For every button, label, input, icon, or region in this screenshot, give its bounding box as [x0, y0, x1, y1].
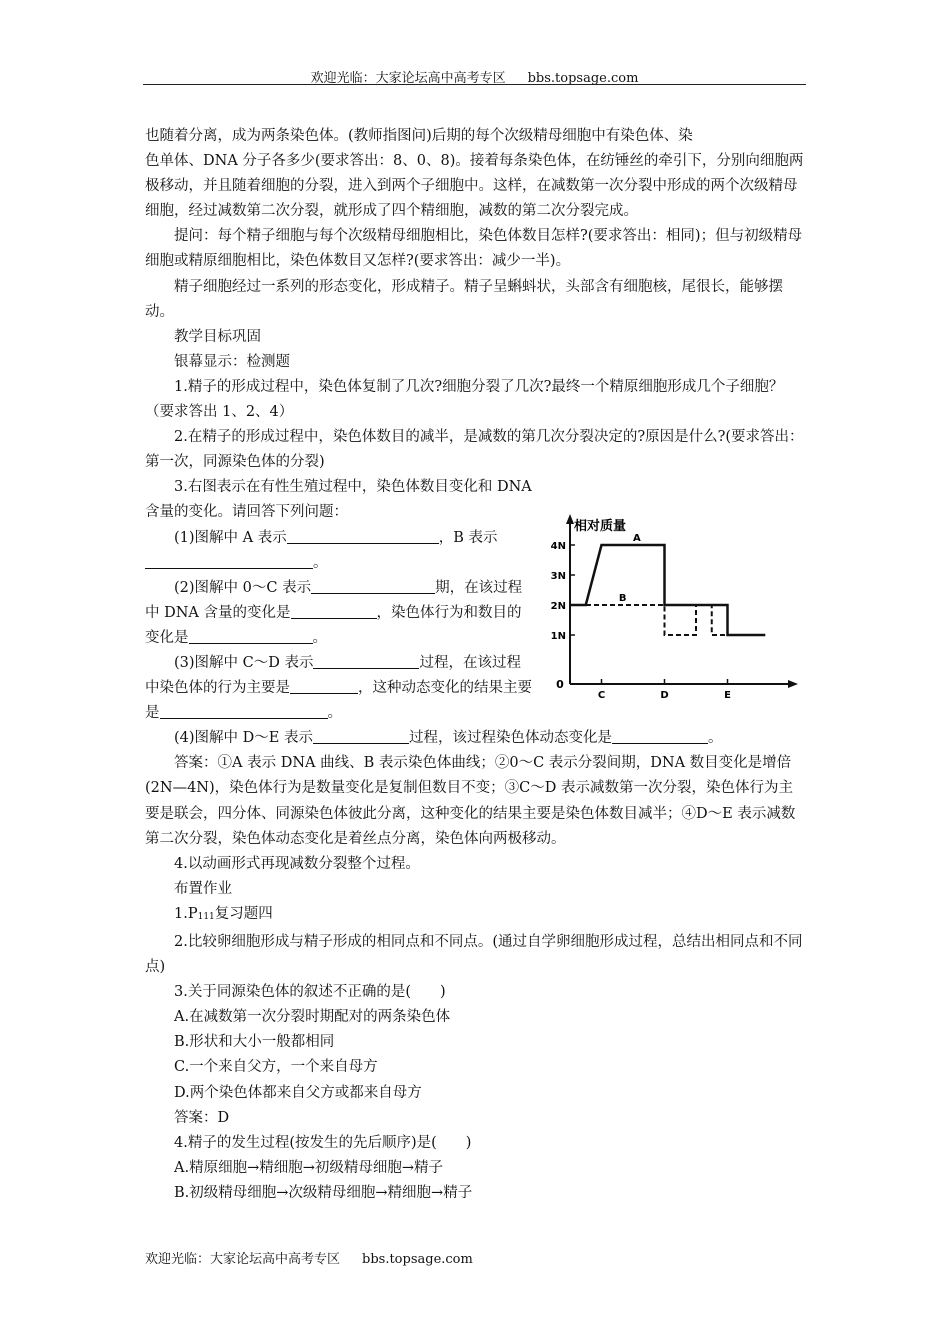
footer-url[interactable]: bbs.topsage.com	[362, 1252, 473, 1267]
q3-1-text-b: ，B 表示	[438, 529, 498, 546]
para-3: 精子细胞经过一系列的形态变化，形成精子。精子呈蝌蚪状，头部含有细胞核，尾很长，能够摆动。	[145, 278, 783, 320]
question-3-3	[145, 651, 533, 726]
y-axis-label: 相对质量	[574, 519, 627, 534]
homework-2: 2.比较卵细胞形成与精子形成的相同点和不同点。(通过自学卵细胞形成过程，总结出相同点和不同点)	[145, 934, 803, 976]
screen-display: 银幕显示：检测题	[174, 353, 290, 370]
hw1-text-a: 1.P	[174, 905, 198, 922]
homework-3: 3.关于同源染色体的叙述不正确的是( )	[174, 984, 446, 1001]
series-b-line	[570, 605, 765, 635]
hw1-subscript: 111	[197, 911, 215, 922]
x-axis-arrow	[788, 680, 798, 688]
question-3-2	[145, 576, 533, 651]
footer-site: 欢迎光临：大家论坛高中高考专区	[145, 1252, 341, 1267]
x-ticks	[598, 679, 731, 701]
homework-3-option-d: D.两个染色体都来自父方或都来自母方	[174, 1084, 422, 1101]
x-tick-label: D	[660, 690, 669, 701]
q3-2-text-a: (2)图解中 0～C 表示	[174, 579, 312, 596]
header-url[interactable]: bbs.topsage.com	[527, 71, 639, 86]
homework-heading: 布置作业	[174, 880, 232, 897]
homework-3-option-a: A.在减数第一次分裂时期配对的两条染色体	[174, 1009, 451, 1026]
q3-3-text-b: 过程，在该过程中染色体的行为主要是	[145, 654, 521, 697]
q3-3-text-a: (3)图解中 C～D 表示	[174, 654, 314, 671]
q3-3-text-c: ，这种动态变化的结果主要是	[145, 680, 532, 722]
series-label: B	[618, 593, 627, 604]
question-3: 3.右图表示在有性生殖过程中，染色体数目变化和 DNA 含量的变化。请回答下列问题：	[145, 479, 532, 521]
q3-1-text-a: (1)图解中 A 表示	[174, 529, 287, 546]
y-tick-label: 1N	[550, 631, 566, 642]
y-tick-label: 2N	[550, 601, 566, 612]
homework-4-option-a: A.精原细胞→精细胞→初级精母细胞→精子	[174, 1159, 444, 1176]
series-label: A	[633, 533, 641, 544]
dna-chromosome-chart	[548, 512, 800, 702]
para-2: 提问：每个精子细胞与每个次级精母细胞相比，染色体数目怎样?(要求答出：相同)；但与初级精母细胞或精原细胞相比，染色体数目又怎样?(要求答出：减少一半)。	[145, 228, 803, 270]
x-tick-label: E	[724, 690, 731, 701]
answer-blank[interactable]	[291, 603, 377, 619]
homework-4: 4.精子的发生过程(按发生的先后顺序)是( )	[174, 1134, 472, 1151]
header-site: 欢迎光临：大家论坛高中高考专区	[310, 71, 506, 86]
origin-label: 0	[556, 678, 564, 691]
q3-4-text-a: (4)图解中 D～E 表示	[174, 730, 313, 747]
answer-blank[interactable]	[145, 553, 313, 569]
series-a-line	[570, 545, 765, 635]
q3-2-text-c: ，染色体行为和数目的变化是	[145, 604, 522, 646]
x-tick-label: C	[597, 690, 606, 701]
answer-blank[interactable]	[313, 653, 419, 669]
answer-blank[interactable]	[311, 578, 435, 594]
homework-3-option-b: B.形状和大小一般都相同	[174, 1034, 335, 1051]
q3-2-text-b: 期，在该过程中 DNA 含量的变化是	[145, 579, 523, 621]
y-tick-label: 3N	[550, 571, 566, 582]
homework-3-answer: 答案：D	[174, 1109, 230, 1126]
answer-blank[interactable]	[612, 728, 708, 744]
section-heading: 教学目标巩固	[174, 328, 261, 345]
question-2: 2.在精子的形成过程中，染色体数目的减半，是减数的第几次分裂决定的?原因是什么?(要求答出：第一次，同源染色体的分裂)	[145, 429, 804, 471]
question-3-4	[145, 726, 807, 751]
para-1b: 色单体、DNA 分子各多少(要求答出：8、0、8)。接着每条染色体，在纺锤丝的牵引下，分别向细胞两极移动，并且随着细胞的分裂，进入到两个子细胞中。这样，在减数第一次分裂中形成的两个次级精母细胞，经过减数第二次分裂，就形成了四个精细胞，减数的第二次分裂完成。	[145, 153, 804, 220]
q3-4-text-b: 过程，该过程染色体动态变化是	[408, 730, 612, 747]
answer-blank[interactable]	[313, 728, 409, 744]
header-rule	[143, 84, 806, 85]
homework-4-option-b: B.初级精母细胞→次级精母细胞→精细胞→精子	[174, 1184, 473, 1201]
answer-blank[interactable]	[287, 528, 439, 544]
question-1: 1.精子的形成过程中，染色体复制了几次?细胞分裂了几次?最终一个精原细胞形成几个子细胞？（要求答出 1、2、4）	[145, 378, 784, 421]
hw1-text-b: 复习题四	[214, 905, 273, 922]
question-3-1	[145, 526, 533, 576]
series-lines	[570, 533, 765, 635]
axes	[566, 514, 798, 688]
y-tick-label: 4N	[550, 541, 566, 552]
homework-3-option-c: C.一个来自父方，一个来自母方	[174, 1059, 378, 1076]
page-footer	[145, 1248, 473, 1267]
q3-1-text-c: 。	[313, 554, 328, 571]
answer-blank[interactable]	[290, 678, 358, 694]
para-1a: 也随着分离，成为两条染色体。(教师指图问)后期的每个次级精母细胞中有染色体、染	[145, 128, 693, 144]
question-4: 4.以动画形式再现减数分裂整个过程。	[174, 855, 420, 872]
answer-3: 答案：①A 表示 DNA 曲线、B 表示染色体曲线；②0～C 表示分裂间期，DNA 数目变化是增倍(2N—4N)，染色体行为是数量变化是复制但数目不变；③C～D 表示减数第一次分裂，染色体行为主要是联会，四分体、同源染色体彼此分离，这种变化的结果主要是染色体数目减半；④D～E 表示减数第二次分裂，染色体动态变化是着丝点分离，染色体向两极移动。	[145, 755, 796, 847]
answer-blank[interactable]	[160, 703, 328, 719]
question-3-block	[145, 475, 533, 726]
y-ticks	[551, 541, 575, 642]
q3-3-text-d: 。	[327, 705, 342, 722]
y-axis-arrow	[566, 514, 574, 524]
q3-4-text-c: 。	[707, 730, 723, 747]
homework-1	[145, 902, 807, 930]
q3-2-text-d: 。	[312, 629, 327, 646]
answer-blank[interactable]	[189, 628, 313, 644]
